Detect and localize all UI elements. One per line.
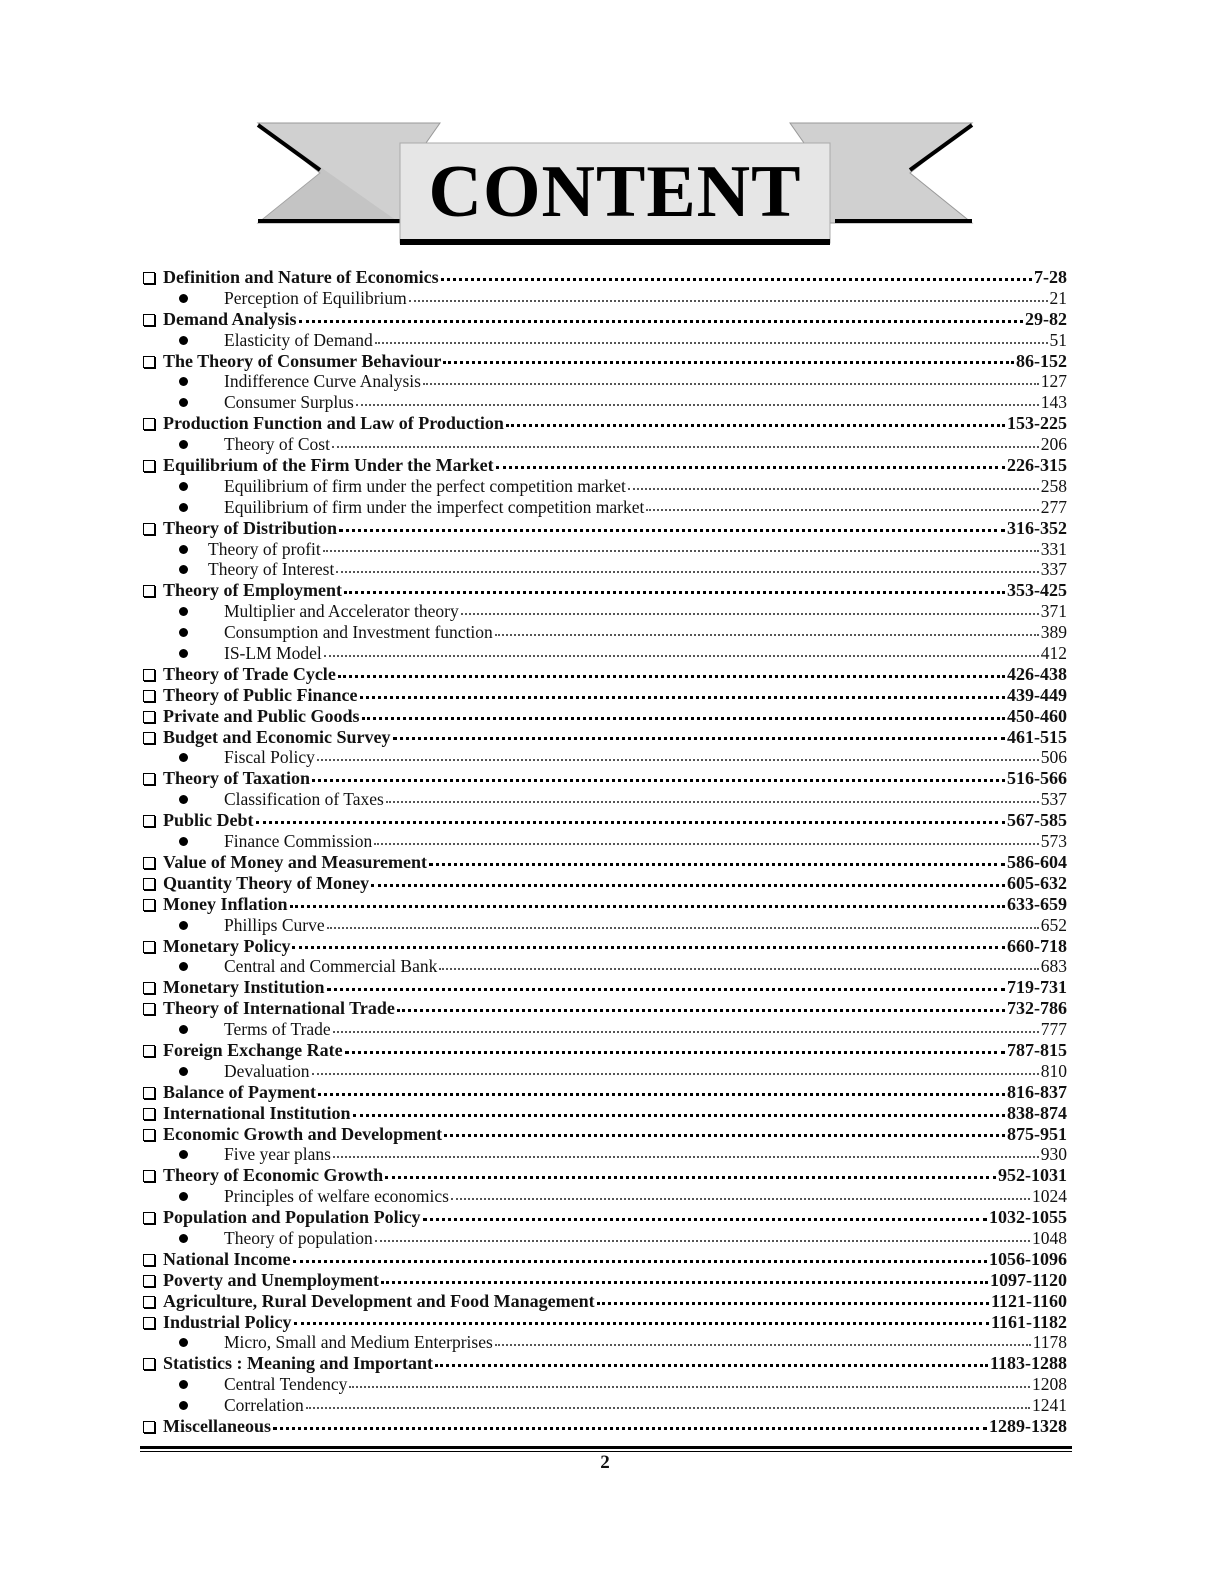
toc-subtopic-entry (143, 371, 1067, 392)
toc-entry-page: 810 (1040, 1060, 1067, 1081)
checkbox-square-icon (143, 982, 155, 994)
toc-entry-label: Central and Commercial Bank (224, 956, 438, 977)
toc-chapter-entry (143, 351, 1067, 372)
dot-leader (332, 446, 1039, 448)
toc-chapter-entry (143, 727, 1067, 748)
toc-entry-page: 787-815 (1007, 1039, 1067, 1060)
bullet-icon (179, 398, 188, 407)
toc-entry-page: 331 (1040, 538, 1067, 559)
toc-entry-label: Private and Public Goods (163, 705, 360, 726)
toc-entry-label: Fiscal Policy (224, 747, 315, 768)
bullet-icon (179, 1234, 188, 1243)
toc-chapter-entry (143, 873, 1067, 894)
bullet-icon (179, 294, 188, 303)
toc-chapter-entry (143, 1312, 1067, 1333)
dot-leader (312, 779, 1005, 782)
toc-entry-label: International Institution (163, 1102, 351, 1123)
dot-leader (338, 675, 1005, 678)
bullet-icon (179, 1067, 188, 1076)
checkbox-square-icon (143, 1358, 155, 1370)
toc-entry-label: Definition and Nature of Economics (163, 267, 439, 287)
toc-entry-page: 633-659 (1007, 893, 1067, 914)
bullet-icon (179, 1380, 188, 1389)
toc-entry-label: Theory of Interest (208, 559, 335, 580)
toc-entry-page: 816-837 (1007, 1081, 1067, 1102)
toc-subtopic-entry (143, 559, 1067, 580)
page-title: CONTENT (428, 150, 802, 233)
toc-entry-label: Phillips Curve (224, 914, 325, 935)
toc-chapter-entry (143, 977, 1067, 998)
toc-entry-label: Theory of profit (208, 538, 321, 559)
toc-subtopic-entry (143, 1061, 1067, 1082)
dot-leader (374, 843, 1038, 845)
toc-chapter-entry (143, 309, 1067, 330)
bullet-icon (179, 336, 188, 345)
toc-chapter-entry (143, 685, 1067, 706)
toc-entry-label: Classification of Taxes (224, 789, 384, 810)
toc-entry-label: Equilibrium of firm under the perfect competition market (224, 475, 626, 496)
bullet-icon (179, 482, 188, 491)
toc-subtopic-entry (143, 497, 1067, 518)
dot-leader (294, 1322, 989, 1325)
dot-leader (646, 509, 1038, 511)
dot-leader (292, 946, 1005, 949)
toc-entry-page: 573 (1040, 831, 1067, 852)
checkbox-square-icon (143, 1170, 155, 1182)
dot-leader (506, 424, 1005, 427)
toc-chapter-entry (143, 1416, 1067, 1437)
toc-entry-label: Theory of Public Finance (163, 684, 358, 705)
checkbox-square-icon (143, 1212, 155, 1224)
dot-leader (385, 1176, 996, 1179)
toc-entry-label: Demand Analysis (163, 308, 297, 329)
toc-chapter-entry (143, 894, 1067, 915)
table-of-contents (143, 267, 1067, 1437)
dot-leader (429, 863, 1005, 866)
toc-entry-page: 719-731 (1007, 977, 1067, 998)
toc-entry-page: 1208 (1032, 1374, 1067, 1395)
dot-leader (495, 1344, 1031, 1346)
bullet-icon (179, 1192, 188, 1201)
toc-subtopic-entry (143, 1228, 1067, 1249)
toc-entry-label: Industrial Policy (163, 1311, 292, 1332)
toc-entry-label: Quantity Theory of Money (163, 872, 370, 893)
bullet-icon (179, 649, 188, 658)
bullet-icon (179, 628, 188, 637)
toc-entry-label: Statistics : Meaning and Important (163, 1353, 434, 1374)
checkbox-square-icon (143, 1275, 155, 1287)
dot-leader (461, 613, 1039, 615)
toc-subtopic-entry (143, 434, 1067, 455)
dot-leader (324, 655, 1039, 657)
toc-chapter-entry (143, 998, 1067, 1019)
bullet-icon (179, 1025, 188, 1034)
toc-entry-page: 1032-1055 (989, 1207, 1067, 1228)
toc-entry-label: Perception of Equilibrium (224, 287, 407, 308)
dot-leader (333, 1031, 1039, 1033)
checkbox-square-icon (143, 1254, 155, 1266)
toc-entry-label: Theory of Taxation (163, 768, 311, 789)
toc-entry-page: 516-566 (1007, 768, 1067, 789)
dot-leader (381, 1281, 988, 1284)
toc-entry-page: 277 (1040, 496, 1067, 517)
toc-entry-page: 316-352 (1007, 517, 1067, 538)
toc-entry-page: 567-585 (1007, 810, 1067, 831)
dot-leader (423, 383, 1039, 385)
toc-entry-label: Monetary Policy (163, 935, 291, 956)
dot-leader (318, 1093, 1005, 1096)
toc-entry-label: Devaluation (224, 1060, 310, 1081)
dot-leader (293, 1260, 988, 1263)
toc-entry-page: 1121-1160 (990, 1290, 1067, 1311)
toc-entry-label: Multiplier and Accelerator theory (224, 601, 459, 622)
dot-leader (345, 1051, 1005, 1054)
bullet-icon (179, 962, 188, 971)
toc-chapter-entry (143, 1291, 1067, 1312)
toc-subtopic-entry (143, 1332, 1067, 1353)
bullet-icon (179, 545, 188, 554)
toc-entry-page: 605-632 (1007, 872, 1067, 893)
toc-entry-label: The Theory of Consumer Behaviour (163, 350, 442, 371)
toc-entry-page: 586-604 (1007, 851, 1067, 872)
dot-leader (375, 342, 1048, 344)
dot-leader (323, 550, 1039, 552)
dot-leader (628, 488, 1039, 490)
toc-chapter-entry (143, 267, 1067, 288)
checkbox-square-icon (143, 418, 155, 430)
toc-entry-label: Elasticity of Demand (224, 329, 373, 350)
checkbox-square-icon (143, 460, 155, 472)
toc-entry-page: 461-515 (1007, 726, 1067, 747)
toc-entry-page: 1289-1328 (989, 1415, 1067, 1436)
dot-leader (336, 571, 1038, 573)
toc-entry-page: 86-152 (1016, 350, 1067, 371)
toc-subtopic-entry (143, 915, 1067, 936)
dot-leader (375, 1240, 1030, 1242)
toc-subtopic-entry (143, 831, 1067, 852)
toc-subtopic-entry (143, 1019, 1067, 1040)
toc-subtopic-entry (143, 476, 1067, 497)
toc-entry-page: 1048 (1032, 1227, 1067, 1248)
toc-subtopic-entry (143, 622, 1067, 643)
toc-entry-page: 127 (1040, 371, 1067, 392)
toc-chapter-entry (143, 1270, 1067, 1291)
toc-entry-page: 952-1031 (998, 1165, 1067, 1186)
toc-entry-label: Theory of Distribution (163, 517, 338, 538)
toc-entry-page: 371 (1040, 601, 1067, 622)
toc-entry-page: 226-315 (1007, 455, 1067, 476)
dot-leader (327, 988, 1006, 991)
dot-leader (349, 1386, 1030, 1388)
toc-subtopic-entry (143, 539, 1067, 560)
toc-subtopic-entry (143, 601, 1067, 622)
toc-entry-label: Foreign Exchange Rate (163, 1039, 343, 1060)
dot-leader (362, 717, 1005, 720)
toc-entry-label: Theory of Cost (224, 434, 330, 455)
dot-leader (597, 1302, 989, 1305)
toc-entry-label: Miscellaneous (163, 1415, 271, 1436)
checkbox-square-icon (143, 1003, 155, 1015)
toc-entry-label: Indifference Curve Analysis (224, 371, 421, 392)
checkbox-square-icon (143, 1296, 155, 1308)
toc-entry-page: 412 (1040, 643, 1067, 664)
toc-entry-label: Theory of population (224, 1227, 373, 1248)
checkbox-square-icon (143, 1129, 155, 1141)
toc-entry-label: National Income (163, 1248, 291, 1269)
toc-entry-label: Finance Commission (224, 831, 373, 852)
toc-subtopic-entry (143, 330, 1067, 351)
dot-leader (312, 1073, 1039, 1075)
dot-leader (360, 696, 1006, 699)
toc-subtopic-entry (143, 1395, 1067, 1416)
toc-entry-label: Value of Money and Measurement (163, 851, 427, 872)
checkbox-square-icon (143, 1317, 155, 1329)
dot-leader (306, 1407, 1030, 1409)
dot-leader (495, 634, 1039, 636)
bullet-icon (179, 377, 188, 386)
toc-subtopic-entry (143, 1144, 1067, 1165)
dot-leader (496, 466, 1005, 469)
toc-entry-page: 426-438 (1007, 663, 1067, 684)
dot-leader (299, 320, 1023, 323)
toc-entry-label: Principles of welfare economics (224, 1186, 449, 1207)
dot-leader (327, 927, 1039, 929)
toc-entry-label: Production Function and Law of Production (163, 413, 504, 434)
toc-entry-label: Money Inflation (163, 893, 288, 914)
toc-entry-label: Monetary Institution (163, 977, 325, 998)
toc-subtopic-entry (143, 643, 1067, 664)
toc-entry-label: Consumption and Investment function (224, 622, 493, 643)
toc-subtopic-entry (143, 747, 1067, 768)
toc-chapter-entry (143, 1124, 1067, 1145)
toc-entry-page: 143 (1040, 392, 1067, 413)
toc-subtopic-entry (143, 1186, 1067, 1207)
dot-leader (333, 1156, 1039, 1158)
toc-entry-page: 51 (1049, 329, 1067, 350)
dot-leader (290, 905, 1005, 908)
bullet-icon (179, 753, 188, 762)
toc-entry-label: Micro, Small and Medium Enterprises (224, 1332, 493, 1353)
dot-leader (451, 1198, 1030, 1200)
checkbox-square-icon (143, 585, 155, 597)
toc-chapter-entry (143, 936, 1067, 957)
checkbox-square-icon (143, 941, 155, 953)
dot-leader (339, 529, 1005, 532)
toc-entry-page: 1161-1182 (990, 1311, 1067, 1332)
toc-entry-label: Terms of Trade (224, 1019, 331, 1040)
toc-entry-label: Theory of International Trade (163, 998, 395, 1019)
toc-chapter-entry (143, 706, 1067, 727)
toc-entry-page: 875-951 (1007, 1123, 1067, 1144)
dot-leader (444, 1134, 1005, 1137)
toc-entry-page: 537 (1040, 789, 1067, 810)
dot-leader (317, 759, 1039, 761)
toc-entry-page: 29-82 (1025, 308, 1067, 329)
dot-leader (386, 801, 1039, 803)
bullet-icon (179, 607, 188, 616)
dot-leader (423, 1218, 987, 1221)
toc-entry-page: 683 (1040, 956, 1067, 977)
toc-entry-label: Central Tendency (224, 1374, 348, 1395)
toc-entry-page: 1056-1096 (989, 1248, 1067, 1269)
checkbox-square-icon (143, 773, 155, 785)
checkbox-square-icon (143, 732, 155, 744)
toc-chapter-entry (143, 1082, 1067, 1103)
toc-entry-page: 353-425 (1007, 580, 1067, 601)
checkbox-square-icon (143, 272, 155, 284)
checkbox-square-icon (143, 899, 155, 911)
toc-entry-label: Equilibrium of firm under the imperfect competition market (224, 496, 645, 517)
checkbox-square-icon (143, 1045, 155, 1057)
toc-entry-label: Population and Population Policy (163, 1207, 421, 1228)
toc-entry-label: Agriculture, Rural Development and Food Management (163, 1290, 595, 1311)
toc-entry-page: 1178 (1032, 1332, 1067, 1353)
bullet-icon (179, 837, 188, 846)
toc-chapter-entry (143, 413, 1067, 434)
toc-chapter-entry (143, 1207, 1067, 1228)
toc-entry-page: 777 (1040, 1019, 1067, 1040)
dot-leader (443, 361, 1014, 364)
toc-subtopic-entry (143, 956, 1067, 977)
dot-leader (356, 404, 1039, 406)
toc-subtopic-entry (143, 1374, 1067, 1395)
toc-entry-label: Equilibrium of the Firm Under the Market (163, 455, 494, 476)
bullet-icon (179, 1401, 188, 1410)
toc-entry-page: 389 (1040, 622, 1067, 643)
dot-leader (371, 884, 1005, 887)
toc-chapter-entry (143, 1353, 1067, 1374)
checkbox-square-icon (143, 690, 155, 702)
toc-entry-page: 838-874 (1007, 1102, 1067, 1123)
checkbox-square-icon (143, 356, 155, 368)
toc-chapter-entry (143, 852, 1067, 873)
bullet-icon (179, 503, 188, 512)
dot-leader (409, 300, 1048, 302)
toc-entry-page: 660-718 (1007, 935, 1067, 956)
toc-chapter-entry (143, 1103, 1067, 1124)
toc-entry-page: 7-28 (1034, 267, 1067, 287)
bullet-icon (179, 1150, 188, 1159)
bullet-icon (179, 1338, 188, 1347)
dot-leader (441, 278, 1032, 281)
checkbox-square-icon (143, 1421, 155, 1433)
dot-leader (393, 737, 1005, 740)
bullet-icon (179, 565, 188, 574)
checkbox-square-icon (143, 878, 155, 890)
checkbox-square-icon (143, 711, 155, 723)
checkbox-square-icon (143, 857, 155, 869)
checkbox-square-icon (143, 669, 155, 681)
checkbox-square-icon (143, 1108, 155, 1120)
toc-chapter-entry (143, 518, 1067, 539)
dot-leader (273, 1427, 987, 1430)
bullet-icon (179, 921, 188, 930)
toc-entry-label: IS-LM Model (224, 643, 322, 664)
checkbox-square-icon (143, 815, 155, 827)
toc-chapter-entry (143, 1249, 1067, 1270)
toc-entry-label: Public Debt (163, 810, 254, 831)
dot-leader (256, 821, 1005, 824)
checkbox-square-icon (143, 523, 155, 535)
toc-chapter-entry (143, 1040, 1067, 1061)
toc-entry-page: 930 (1040, 1144, 1067, 1165)
toc-entry-label: Poverty and Unemployment (163, 1269, 379, 1290)
toc-entry-page: 1097-1120 (989, 1269, 1067, 1290)
toc-subtopic-entry (143, 392, 1067, 413)
toc-entry-page: 1024 (1032, 1186, 1067, 1207)
toc-subtopic-entry (143, 288, 1067, 309)
toc-entry-page: 206 (1040, 434, 1067, 455)
checkbox-square-icon (143, 314, 155, 326)
toc-chapter-entry (143, 810, 1067, 831)
toc-chapter-entry (143, 455, 1067, 476)
toc-entry-label: Correlation (224, 1395, 304, 1416)
dot-leader (353, 1114, 1005, 1117)
toc-entry-label: Five year plans (224, 1144, 331, 1165)
toc-chapter-entry (143, 580, 1067, 601)
toc-entry-page: 439-449 (1007, 684, 1067, 705)
toc-entry-page: 21 (1049, 287, 1067, 308)
toc-entry-label: Theory of Economic Growth (163, 1165, 384, 1186)
toc-entry-label: Theory of Employment (163, 580, 342, 601)
toc-entry-page: 153-225 (1007, 413, 1067, 434)
toc-entry-page: 450-460 (1007, 705, 1067, 726)
footer-rule (140, 1446, 1072, 1449)
toc-chapter-entry (143, 664, 1067, 685)
toc-entry-page: 258 (1040, 475, 1067, 496)
toc-entry-page: 1241 (1032, 1395, 1067, 1416)
toc-chapter-entry (143, 1165, 1067, 1186)
toc-entry-label: Balance of Payment (163, 1081, 316, 1102)
toc-chapter-entry (143, 768, 1067, 789)
toc-entry-page: 652 (1040, 914, 1067, 935)
toc-entry-label: Consumer Surplus (224, 392, 354, 413)
bullet-icon (179, 440, 188, 449)
toc-entry-page: 732-786 (1007, 998, 1067, 1019)
toc-entry-label: Budget and Economic Survey (163, 726, 391, 747)
page-number: 2 (600, 1452, 610, 1473)
dot-leader (397, 1009, 1005, 1012)
toc-entry-page: 1183-1288 (989, 1353, 1067, 1374)
dot-leader (439, 968, 1038, 970)
toc-entry-page: 337 (1040, 559, 1067, 580)
toc-entry-label: Economic Growth and Development (163, 1123, 443, 1144)
bullet-icon (179, 795, 188, 804)
checkbox-square-icon (143, 1087, 155, 1099)
toc-entry-page: 506 (1040, 747, 1067, 768)
dot-leader (435, 1364, 988, 1367)
dot-leader (344, 591, 1005, 594)
toc-entry-label: Theory of Trade Cycle (163, 663, 336, 684)
toc-subtopic-entry (143, 789, 1067, 810)
